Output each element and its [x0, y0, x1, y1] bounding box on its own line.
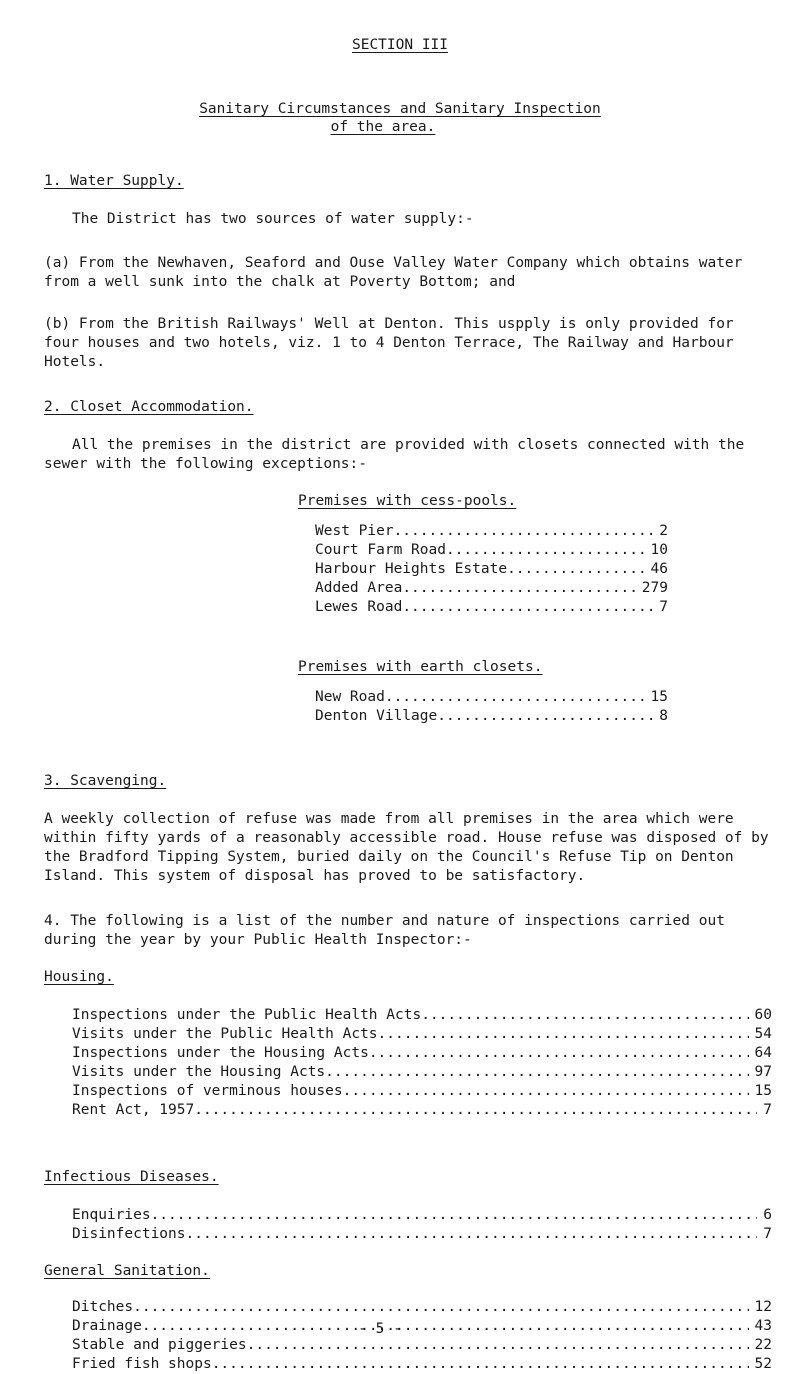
- leader-dots: [378, 1025, 749, 1044]
- list-item: [315, 598, 668, 617]
- list-item-value: 10: [650, 542, 668, 558]
- water-supply-b: (b) From the British Railways' Well at Denton. This uspply is only provided for four houses and two hotels, viz. 1 to 4 Denton Terrace, The Railway and Harbour Hotels.: [44, 316, 734, 370]
- list-item-value: 8: [659, 708, 668, 724]
- scavenging-text: A weekly collection of refuse was made from all premises in the area which were within fifty yards of a reasonably accessible road. House refuse was disposed of by the Bradford Tipping System, buried daily on the Council's Refuse Tip on Denton Island. This system of disposal has proved to be satisfactory.: [44, 811, 769, 884]
- list-item: [72, 1225, 772, 1244]
- leader-dots: [394, 522, 654, 541]
- list-item: [72, 1006, 772, 1025]
- leader-dots: [133, 1298, 748, 1317]
- heading-line-1: Sanitary Circumstances and Sanitary Inspection: [199, 101, 601, 117]
- list-item-value: 97: [754, 1064, 772, 1080]
- inspections-intro: 4. The following is a list of the number and nature of inspections carried out during the year by your Public Health Inspector:-: [44, 913, 725, 948]
- list-item-label: Visits under the Public Health Acts: [72, 1026, 378, 1042]
- list-item: [315, 688, 668, 707]
- list-item-value: 279: [641, 580, 668, 596]
- list-item: [72, 1206, 772, 1225]
- list-item-value: 64: [754, 1045, 772, 1061]
- leader-dots: [446, 541, 645, 560]
- list-item-label: Denton Village: [315, 708, 438, 724]
- housing-title: Housing.: [44, 969, 114, 985]
- leader-dots: [325, 1063, 748, 1082]
- list-item-label: Lewes Road: [315, 599, 403, 615]
- page-number: - 5 -: [358, 1321, 402, 1337]
- water-supply-title: 1. Water Supply.: [44, 173, 184, 189]
- list-item-value: 60: [754, 1007, 772, 1023]
- list-item-value: 15: [650, 689, 668, 705]
- scavenging-title: 3. Scavenging.: [44, 773, 167, 789]
- list-item-label: Rent Act, 1957: [72, 1102, 195, 1118]
- list-item: [315, 707, 668, 726]
- list-item-label: Inspections under the Public Health Acts: [72, 1007, 422, 1023]
- leader-dots: [212, 1355, 749, 1374]
- list-item-value: 7: [659, 599, 668, 615]
- list-item-label: Disinfections: [72, 1226, 186, 1242]
- list-item-label: Inspections under the Housing Acts: [72, 1045, 369, 1061]
- cess-pools-title: Premises with cess-pools.: [298, 493, 517, 509]
- list-item-label: Inspections of verminous houses: [72, 1083, 343, 1099]
- leader-dots: [343, 1082, 749, 1101]
- list-item-label: Enquiries: [72, 1207, 151, 1223]
- list-item-label: West Pier: [315, 523, 394, 539]
- list-item: [72, 1025, 772, 1044]
- list-item: [315, 579, 668, 598]
- water-supply-intro: The District has two sources of water supply:-: [72, 211, 474, 227]
- list-item-value: 15: [754, 1083, 772, 1099]
- list-item: [315, 560, 668, 579]
- list-item-label: Drainage: [72, 1318, 142, 1334]
- leader-dots: [194, 1101, 757, 1120]
- list-item-label: Harbour Heights Estate: [315, 561, 508, 577]
- leader-dots: [421, 1006, 748, 1025]
- leader-dots: [402, 579, 635, 598]
- list-item: [315, 522, 668, 541]
- sanitation-title: General Sanitation.: [44, 1263, 210, 1279]
- list-item-value: 43: [754, 1318, 772, 1334]
- leader-dots: [369, 1044, 749, 1063]
- list-item-value: 54: [754, 1026, 772, 1042]
- earth-closets-title: Premises with earth closets.: [298, 659, 543, 675]
- leader-dots: [151, 1206, 758, 1225]
- leader-dots: [186, 1225, 758, 1244]
- leader-dots: [507, 560, 644, 579]
- list-item-value: 22: [754, 1337, 772, 1353]
- list-item-value: 7: [763, 1226, 772, 1242]
- list-item-label: Visits under the Housing Acts: [72, 1064, 326, 1080]
- heading-line-2: of the area.: [330, 119, 436, 135]
- leader-dots: [385, 688, 645, 707]
- list-item-value: 7: [763, 1102, 772, 1118]
- list-item: [72, 1063, 772, 1082]
- closet-intro: All the premises in the district are provided with closets connected with the sewer with the following exceptions:-: [44, 437, 745, 472]
- list-item: [315, 541, 668, 560]
- list-item-value: 6: [763, 1207, 772, 1223]
- list-item-value: 52: [754, 1356, 772, 1372]
- infectious-title: Infectious Diseases.: [44, 1169, 219, 1185]
- list-item-label: Fried fish shops: [72, 1356, 212, 1372]
- list-item: [72, 1044, 772, 1063]
- list-item-label: Ditches: [72, 1299, 134, 1315]
- list-item-label: Added Area: [315, 580, 403, 596]
- list-item: [72, 1082, 772, 1101]
- section-title: SECTION III: [351, 37, 449, 53]
- list-item-label: Court Farm Road: [315, 542, 446, 558]
- leader-dots: [402, 598, 653, 617]
- list-item-value: 46: [650, 561, 668, 577]
- list-item-value: 2: [659, 523, 668, 539]
- list-item-value: 12: [754, 1299, 772, 1315]
- water-supply-a: (a) From the Newhaven, Seaford and Ouse Valley Water Company which obtains water from a well sunk into the chalk at Poverty Bottom; and: [44, 255, 743, 290]
- leader-dots: [437, 707, 653, 726]
- list-item: [72, 1101, 772, 1120]
- closet-title: 2. Closet Accommodation.: [44, 399, 254, 415]
- list-item-label: Stable and piggeries: [72, 1337, 247, 1353]
- list-item-label: New Road: [315, 689, 385, 705]
- list-item: [72, 1298, 772, 1317]
- list-item: [72, 1355, 772, 1374]
